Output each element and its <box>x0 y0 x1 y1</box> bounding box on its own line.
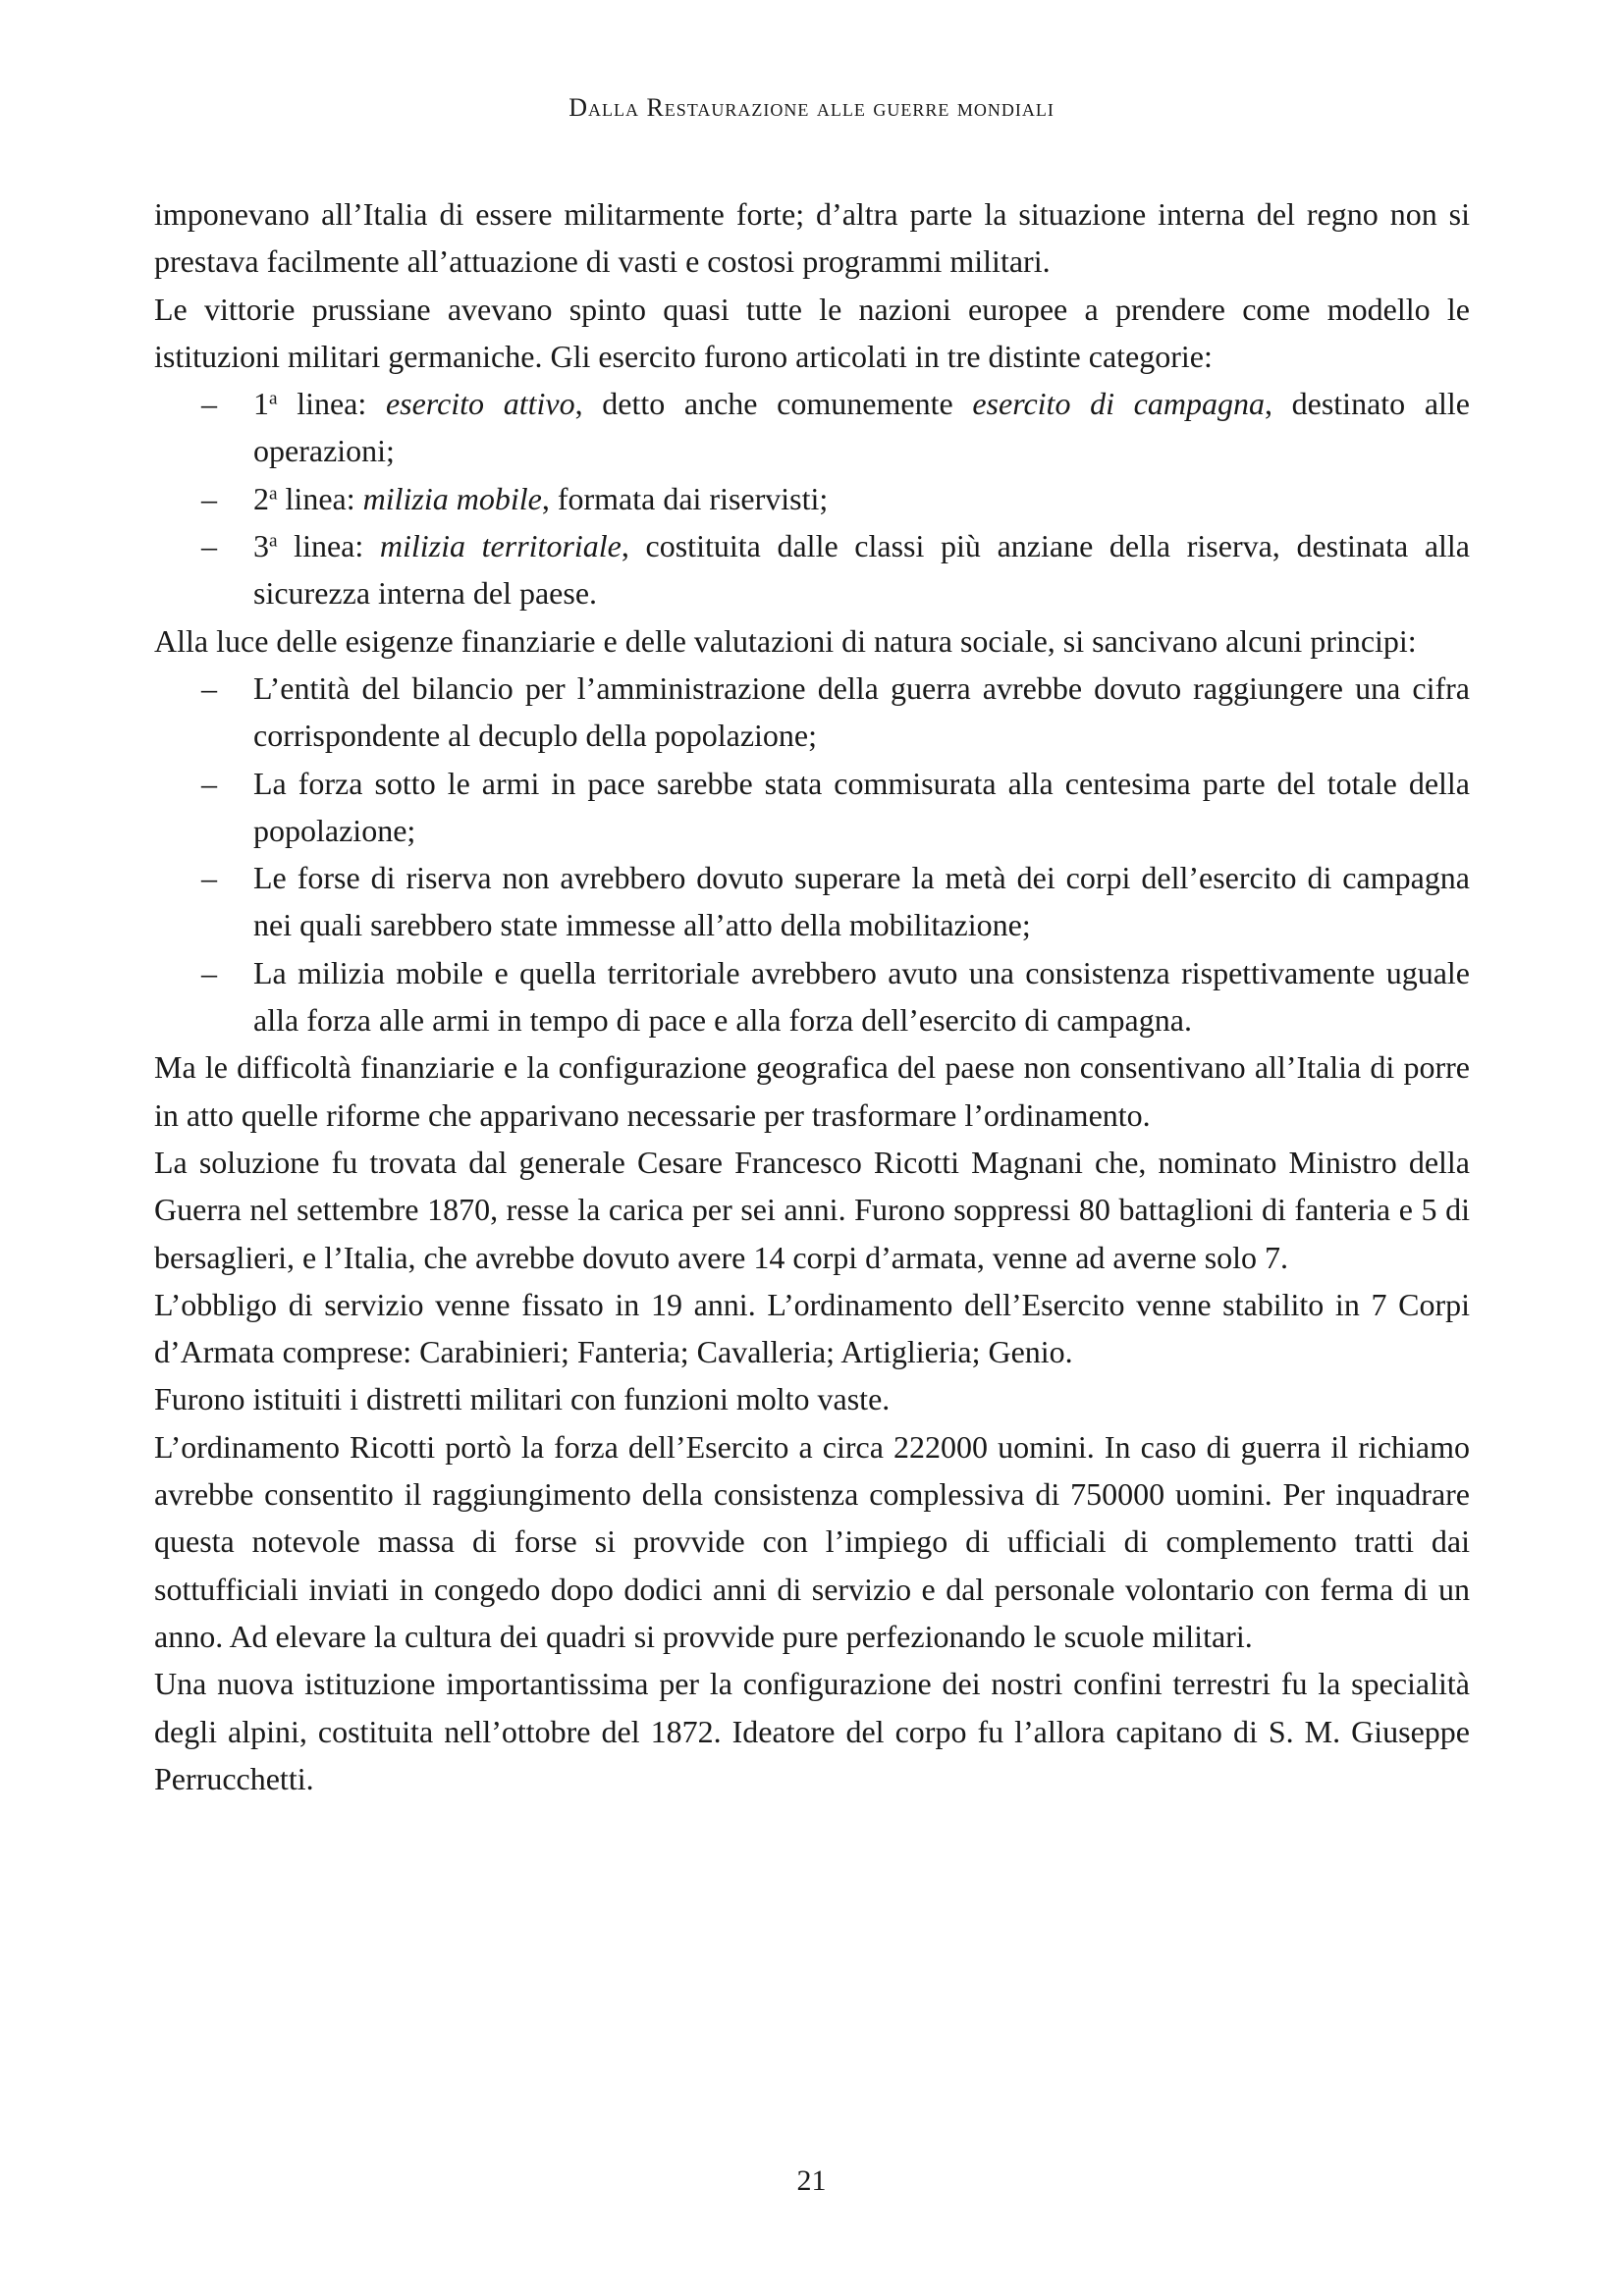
dash-bullet: – <box>201 860 217 896</box>
principles-list <box>154 665 1470 1043</box>
paragraph: Alla luce delle esigenze finanziarie e delle valutazioni di natura sociale, si sancivano alcuni principi: <box>154 622 1417 659</box>
paragraph: L’obbligo di servizio venne fissato in 19 anni. L’ordinamento dell’Esercito venne stabilito in 7 Corpi d’Armata comprese: Carabinieri; Fanteria; Cavalleria; Artiglieria; Genio. <box>154 1286 1470 1370</box>
list-item: – 2$^a$ linea: milizia mobile, formata dai riservisti; <box>154 475 1470 522</box>
running-header: Dalla Restaurazione alle guerre mondiali <box>568 93 1055 122</box>
categories-list <box>154 380 1470 616</box>
page-number: 21 <box>796 2164 827 2197</box>
dash-bullet: – <box>201 669 217 706</box>
paragraph: imponevano all’Italia di essere militarmente forte; d’altra parte la situazione interna del regno non si prestava facilmente all’attuazione di vasti e costosi programmi militari. <box>154 196 1470 280</box>
paragraph: L’ordinamento Ricotti portò la forza dell’Esercito a circa 222000 uomini. In caso di guerra il richiamo avrebbe consentito il raggiungimento della consistenza complessiva di 750000 uomini. Per inquadrare questa notevole massa di forse si provvide con l’impiego di ufficiali di complemento tratti dai sottufficiali inviati in congedo dopo dodici anni di servizio e dal personale volontario con ferma di un anno. Ad elevare la cultura dei quadri si provvide pure perfezionando le scuole militari. <box>154 1428 1470 1654</box>
paragraph: Una nuova istituzione importantissima per la configurazione dei nostri confini terrestri fu la specialità degli alpini, costituita nell’ottobre del 1872. Ideatore del corpo fu l’allora capitano di S. M. Giuseppe Perrucchetti. <box>154 1666 1470 1796</box>
list-item: – Le forse di riserva non avrebbero dovuto superare la metà dei corpi dell’esercito di campagna nei quali sarebbero state immesse all’atto della mobilitazione; <box>154 854 1470 949</box>
paragraph: Furono istituiti i distretti militari con funzioni molto vaste. <box>154 1381 891 1417</box>
paragraph: La soluzione fu trovata dal generale Cesare Francesco Ricotti Magnani che, nominato Ministro della Guerra nel settembre 1870, resse la carica per sei anni. Furono soppressi 80 battaglioni di fanteria e 5 di bersaglieri, e l’Italia, che avrebbe dovuto avere 14 corpi d’armata, venne ad averne solo 7. <box>154 1144 1470 1275</box>
list-item: – 3$^a$ linea: milizia territoriale, costituita dalle classi più anziane della riserva, destinata alla sicurezza interna del paese. <box>154 522 1470 617</box>
dash-bullet: – <box>201 480 217 516</box>
list-item: – La forza sotto le armi in pace sarebbe stata commisurata alla centesima parte del totale della popolazione; <box>154 760 1470 855</box>
paragraph: Ma le difficoltà finanziarie e la configurazione geografica del paese non consentivano all’Italia di porre in atto quelle riforme che apparivano necessarie per trasformare l’ordinamento. <box>154 1049 1470 1133</box>
dash-bullet: – <box>201 954 217 990</box>
body-text <box>154 190 1470 1802</box>
dash-bullet: – <box>201 765 217 801</box>
list-item: – L’entità del bilancio per l’amministrazione della guerra avrebbe dovuto raggiungere una cifra corrispondente al decuplo della popolazione; <box>154 665 1470 760</box>
list-item: – 1$^a$ linea: esercito attivo, detto anche comunemente esercito di campagna, destinato alle operazioni; <box>154 380 1470 475</box>
paragraph: Le vittorie prussiane avevano spinto quasi tutte le nazioni europee a prendere come modello le istituzioni militari germaniche. Gli esercito furono articolati in tre distinte categorie: <box>154 291 1470 374</box>
dash-bullet: – <box>201 528 217 564</box>
dash-bullet: – <box>201 386 217 422</box>
list-item: – La milizia mobile e quella territoriale avrebbero avuto una consistenza rispettivamente uguale alla forza alle armi in tempo di pace e alla forza dell’esercito di campagna. <box>154 949 1470 1044</box>
